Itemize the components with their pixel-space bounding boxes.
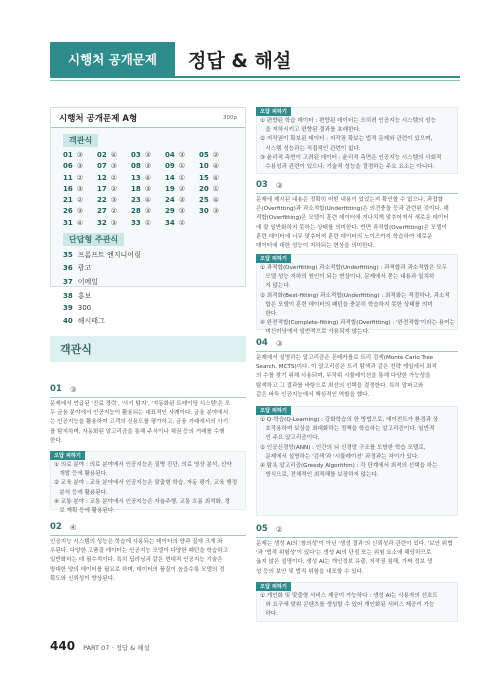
answer-number: 03 (131, 151, 141, 159)
text-line: 적합(Overfitting)은 모델이 훈련 데이터에 지나치게 맞추어져서 새로운 데이터 (256, 215, 449, 222)
answer-number: 30 (199, 207, 209, 216)
answer-number: 18 (131, 184, 141, 193)
question-04-heading (256, 338, 283, 348)
answer-cell (165, 185, 199, 193)
question-01-explanation (50, 400, 246, 448)
text-line: ① 과적합(Overfitting) 과소적합(Underfitting) : 과적합과 과소적합은 모두 (260, 265, 448, 271)
question-number: 04 (256, 338, 268, 348)
answer-cell (131, 162, 165, 170)
answer-number: 20 (199, 184, 209, 193)
answer-cell (165, 162, 199, 170)
answer-value: ④ (212, 196, 220, 205)
answer-cell (63, 185, 97, 193)
answer-number: 34 (165, 218, 175, 227)
answer-value: ① (178, 162, 186, 171)
text-line: 옳지 않은 설명이다. 생성 AI는 개인정보 유출, 저작권 침해, 가짜 정보 생 (256, 559, 433, 566)
text-line: 수용성과 관련이 있으나, 기술적 성능을 결정하는 주요 요소는 아니다. (260, 164, 435, 171)
answer-value: ③ (110, 162, 118, 171)
answer-value: ③ (178, 207, 186, 216)
answer-value: ② (110, 207, 118, 216)
answer-number: 16 (63, 184, 73, 193)
short-answer-value: 홍보 (77, 291, 92, 300)
answer-value: ③ (76, 207, 84, 216)
answer-value: ③ (178, 151, 186, 159)
text-line: 문제에 제시된 내용은 정확히 어떤 내용이 있었는지 확인할 수 없으나, 과접합 (256, 197, 444, 203)
answer-cell (165, 174, 199, 182)
answer-number: 07 (97, 162, 107, 171)
answer-number: 22 (97, 196, 107, 205)
question-rule (256, 351, 458, 352)
text-line: 한다. (260, 311, 278, 318)
answer-number: 02 (97, 151, 107, 159)
answer-value: ② (76, 196, 84, 205)
page-number: 440 (50, 639, 76, 653)
text-line: 로 계획 등에 활용된다. (54, 508, 116, 515)
tip-badge: 오답 피하기 (256, 582, 291, 591)
text-line: 문제는 생성 AI의 '창의성'이 아닌 '생성 결과'의 신뢰성과 관련이 있다. '보안 위협 (256, 541, 453, 547)
answer-value: ④ (212, 173, 220, 182)
answer-value: ③ (76, 162, 84, 171)
answer-value: ① (178, 173, 186, 182)
answer-number: 27 (97, 207, 107, 216)
short-answer-value: 프롬프트 엔지니어링 (77, 250, 141, 259)
short-answer-item (63, 250, 233, 260)
short-answer-number: 36 (63, 264, 73, 273)
text-line: 을 저하시키고 편향된 결과를 초래한다. (260, 127, 361, 134)
answer-number: 15 (199, 173, 209, 182)
answer-cell (199, 207, 233, 215)
answer-cell (165, 207, 199, 215)
short-answer-value: 300 (77, 304, 92, 313)
answer-key-page-ref: 300p (223, 114, 237, 121)
answer-number: 14 (165, 173, 175, 182)
text-line: ② 저작권이 확보된 데이터 : 저작권 확보는 법적 문제와 관련이 있으며, (260, 136, 433, 143)
answer-number: 24 (165, 196, 175, 205)
question-04-tips (260, 416, 456, 516)
short-answer-item (63, 316, 233, 326)
text-line: 를 탐지하며, 자동화된 알고리즘을 통해 주식이나 채권 등의 거래를 수행 (50, 428, 225, 435)
answer-number: 28 (131, 207, 141, 216)
answer-value: ① (144, 218, 152, 227)
text-line: 일반화하는 데 필수적이다. 특히 딥러닝과 같은 현대적 인공지능 기술은 (50, 557, 223, 564)
text-line: 분석 등에 활용된다. (54, 489, 108, 496)
answer-value: ④ (110, 151, 118, 159)
text-line: 하다. (260, 611, 278, 618)
answer-cell (165, 151, 199, 159)
mc-answer-grid (63, 151, 233, 227)
text-line: 문제에서 설명하는 알고리즘은 몬테카를로 트리 검색(Monte Carlo Tree (256, 355, 434, 361)
short-answer-value: 이메일 (77, 277, 99, 286)
text-line: 문제에서 설명하는 '검색'과 '시뮬레이션' 과정과는 차이가 있다. (260, 453, 420, 460)
short-answer-list (63, 250, 233, 326)
answer-cell (131, 185, 165, 193)
answer-cell (63, 162, 97, 170)
question-05-heading (256, 524, 283, 534)
question-rule (256, 193, 458, 194)
answer-value: ③ (110, 218, 118, 227)
question-02-tips (260, 117, 456, 173)
answer-cell (131, 151, 165, 159)
text-line: ④ 완전적합(Complete-fitting) 과적합(Overfitting) : '완전적합'이라는 용어는 (260, 320, 456, 327)
short-answer-value: 광고 (77, 264, 92, 273)
text-line: 은(Overfitting)과 과소적합(Underfitting)은 의견충돌 등과 관련된 것이다. 해 (256, 206, 449, 213)
text-line: 문제에서 언급된 '진료 경력', '사기 탐지', '자동화된 트레이딩 시스템'은 모 (50, 401, 231, 407)
question-rule (50, 397, 246, 398)
question-answer: ③ (275, 180, 283, 190)
answer-cell (97, 219, 131, 227)
answer-number: 05 (199, 151, 209, 159)
question-number: 02 (50, 522, 62, 532)
question-02-explanation (50, 538, 246, 586)
text-line: ① 의료 분야 : 의료 분야에서 인공지능은 질병 진단, 의료 영상 분석, 신약 (54, 462, 232, 468)
question-rule (50, 535, 246, 536)
text-line: 인공지능 시스템의 성능은 학습에 사용되는 데이터의 양과 질에 크게 좌 (50, 539, 223, 545)
short-answer-number: 38 (63, 291, 73, 300)
question-answer: ④ (69, 522, 77, 532)
answer-cell (165, 219, 199, 227)
text-line: 에 잘 일반화하지 못하는 상태를 의미한다. 반면 과적합(Overfitting)은 모델이 (256, 224, 447, 231)
short-answer-number: 37 (63, 277, 73, 286)
answer-cell (165, 196, 199, 204)
answer-cell (63, 219, 97, 227)
question-answer: ② (275, 524, 283, 534)
tip-badge: 오답 피하기 (256, 107, 291, 116)
answer-cell (131, 196, 165, 204)
text-line: 와 요구에 맞춰 콘텐츠를 생성할 수 있어 개인화된 서비스 제공이 가능 (260, 602, 435, 609)
answer-value: ② (178, 184, 186, 193)
text-line: 합은 모델이 훈련 데이터의 패턴을 충분히 학습하지 못한 상태를 의미 (260, 301, 433, 308)
question-01-heading (50, 384, 77, 394)
question-01-tips (54, 461, 244, 515)
short-answer-number: 40 (63, 316, 73, 325)
answer-value: ③ (144, 151, 152, 159)
answer-number: 32 (97, 218, 107, 227)
text-line: 우된다. 다양한 고품질 데이터는 인공지능 모델이 다양한 패턴을 학습하고 (50, 548, 229, 555)
question-answer: ③ (69, 384, 77, 394)
answer-cell (63, 174, 97, 182)
question-number: 01 (50, 384, 62, 394)
answer-number: 25 (199, 196, 209, 205)
question-03-explanation (256, 196, 458, 253)
question-rule (256, 537, 458, 538)
answer-value: ③ (110, 196, 118, 205)
answer-cell (97, 174, 131, 182)
short-answer-item (63, 263, 233, 273)
answer-value: ② (76, 173, 84, 182)
text-line: '과 '법적 위험성'이 있다'는 생성 AI의 단점 또는 위험 요소에 해당하므로 (256, 550, 432, 557)
text-line: 방대한 양의 데이터를 필요로 하며, 데이터의 품질이 높을수록 모델의 정 (50, 566, 225, 573)
text-line: ④ 탐욕 알고리즘(Greedy Algorithm) : 각 단계에서 최적의 선택을 하는 (260, 463, 438, 470)
text-line: ① 편향된 학습 데이터 : 편향된 데이터는 오히려 인공지능 시스템의 성능 (260, 118, 436, 124)
answer-number: 06 (63, 162, 73, 171)
section-heading: 객관식 (50, 336, 246, 362)
answer-number: 13 (131, 173, 141, 182)
answer-value: ① (212, 184, 220, 193)
answer-cell (131, 174, 165, 182)
text-line: Search, MCTS)이다. 이 알고리즘은 트리 탐색과 같은 전략 게임에서 최적 (256, 364, 437, 371)
header-rule (50, 76, 460, 78)
answer-value: ③ (76, 151, 84, 159)
answer-value: ③ (144, 184, 152, 193)
answer-number: 19 (165, 184, 175, 193)
answer-number: 08 (131, 162, 141, 171)
text-line: ④ 교통 분야 : 교통 분야에서 인공지능은 자율주행, 교통 흐름 최적화, 경 (54, 498, 230, 505)
page-footer (50, 639, 150, 653)
text-line: 탐색하고 그 결과를 바탕으로 최선의 선택을 결정한다. 특히 알파고와 (256, 382, 424, 389)
answer-number: 29 (165, 207, 175, 216)
answer-cell (97, 185, 131, 193)
text-line: 지 않는다. (260, 283, 291, 290)
mc-label: 객관식 (63, 134, 98, 147)
text-line: ② 교육 분야 : 교육 분야에서 인공지능은 맞춤형 학습, 자동 평가, 교육 행정 (54, 480, 238, 487)
page-title: 정답 & 해설 (188, 50, 292, 72)
text-line: 머신러닝에서 일반적으로 사용되지 않는다. (260, 329, 370, 336)
question-number: 03 (256, 180, 268, 190)
answer-value: ② (110, 184, 118, 193)
short-answer-number: 35 (63, 250, 73, 259)
short-answer-item (63, 277, 233, 287)
answer-value: ③ (144, 162, 152, 171)
answer-cell (63, 196, 97, 204)
short-answer-label: 단답형 주관식 (63, 233, 124, 246)
text-line: 성 등의 보안 및 법적 위험을 내포할 수 있다. (256, 568, 364, 575)
text-line: ② 인공신경망(ANN) : 인간의 뇌 신경망 구조를 모방한 학습 모델로, (260, 444, 426, 451)
answer-key-header (51, 108, 245, 128)
header-rule-thin (50, 80, 460, 81)
answer-number: 01 (63, 151, 73, 159)
answer-number: 31 (63, 218, 73, 227)
text-line: ③ 윤리적 측면이 고려된 데이터 : 윤리적 측면은 인공지능 시스템의 사회적 (260, 154, 442, 161)
answer-cell (131, 207, 165, 215)
tip-badge: 오답 피하기 (50, 451, 85, 460)
short-answer-item (63, 304, 233, 312)
short-answer-value: 해시태그 (77, 316, 105, 325)
answer-value: ③ (76, 184, 84, 193)
text-line: 개발 등에 활용된다. (54, 471, 108, 478)
answer-key-title: 시행처 공개문제 A형 (59, 113, 138, 124)
text-line: 방식으로, 전체적인 최적해를 보장하지 않는다. (260, 472, 379, 479)
answer-number: 33 (131, 218, 141, 227)
answer-cell (199, 162, 233, 170)
text-line: 시스템 성능과는 직접적인 관련이 없다. (260, 145, 361, 152)
answer-cell (199, 185, 233, 193)
text-line: 데이터에 대한 성능이 저하되는 현상을 의미한다. (256, 243, 375, 250)
text-line: 는 인공지능을 활용하여 고객의 신용도를 평가하고, 금융 거래에서의 사기 (50, 419, 229, 426)
answer-cell (199, 196, 233, 204)
answer-cell (97, 151, 131, 159)
header-tab: 시행처 공개문제 (50, 42, 175, 76)
question-04-explanation (256, 354, 458, 402)
text-line: ① 개인화 및 맞춤형 서비스 제공이 가능하다 : 생성 AI는 사용자의 선호도 (260, 593, 438, 599)
text-line: 두 금융 분야에서 인공지능이 활용되는 대표적인 사례이다. 금융 분야에서 (50, 410, 229, 417)
question-05-tips (260, 592, 456, 622)
text-line: 인 주요 알고리즘이다. (260, 435, 320, 442)
text-line: 한다. (50, 437, 63, 444)
tip-badge: 오답 피하기 (256, 406, 291, 415)
answer-number: 11 (63, 173, 73, 182)
answer-cell (199, 151, 233, 159)
short-answer-number: 39 (63, 304, 73, 313)
answer-number: 09 (165, 162, 175, 171)
answer-cell (63, 151, 97, 159)
text-line: 의 수를 찾기 위해 사용되며, 무작위 시뮬레이션을 통해 다양한 가능성을 (256, 373, 431, 380)
answer-number: 23 (131, 196, 141, 205)
tip-badge: 오답 피하기 (256, 254, 291, 263)
answer-number: 21 (63, 196, 73, 205)
answer-cell (199, 174, 233, 182)
text-line: ② 최적화(Best-fitting) 과소적합(Underfitting) : 최적화는 적절하나, 과소적 (260, 292, 450, 299)
answer-number: 04 (165, 151, 175, 159)
question-number: 05 (256, 524, 268, 534)
question-02-heading (50, 522, 77, 532)
question-03-tips (260, 264, 456, 336)
answer-value: ④ (212, 162, 220, 171)
text-line: 모델 성능 저하의 원인이 되는 현상이나, 문제에서 묻는 내용과 일치하 (260, 274, 435, 281)
answer-number: 26 (63, 207, 73, 216)
answer-cell (131, 219, 165, 227)
answer-value: ② (110, 173, 118, 182)
answer-value: ② (212, 151, 220, 159)
answer-value: ④ (144, 196, 152, 205)
answer-value: ④ (144, 173, 152, 182)
question-answer: ③ (275, 338, 283, 348)
question-03-heading (256, 180, 283, 190)
short-answer-item (63, 291, 233, 301)
text-line: 호작용하며 보상을 최대화하는 정책을 학습하는 알고리즘이다. 일반적 (260, 426, 435, 433)
footer-text: PART 07 · 정답 & 해설 (83, 644, 150, 652)
answer-cell (97, 162, 131, 170)
answer-cell (97, 196, 131, 204)
answer-value: ④ (76, 218, 84, 227)
answer-value: ③ (144, 207, 152, 216)
text-line: 확도와 신뢰성이 향상된다. (50, 575, 115, 582)
question-05-explanation (256, 540, 458, 578)
answer-number: 10 (199, 162, 209, 171)
answer-number: 12 (97, 173, 107, 182)
answer-number: 17 (97, 184, 107, 193)
answer-value: ③ (178, 196, 186, 205)
answer-value: ③ (212, 207, 220, 216)
answer-key-box (50, 107, 246, 325)
text-line: 훈련 데이터에 너무 맞추어져 훈련 데이터의 노이즈까지 학습하여 새로운 (256, 233, 433, 240)
text-line: 같은 바둑 인공지능에서 핵심적인 역할을 했다. (256, 391, 370, 398)
text-line: ① Q-학습(Q-Learning) : 강화학습의 한 방법으로, 에이전트가 환경과 상 (260, 417, 439, 423)
answer-value: ② (178, 218, 186, 227)
answer-cell (63, 207, 97, 215)
answer-cell (97, 207, 131, 215)
